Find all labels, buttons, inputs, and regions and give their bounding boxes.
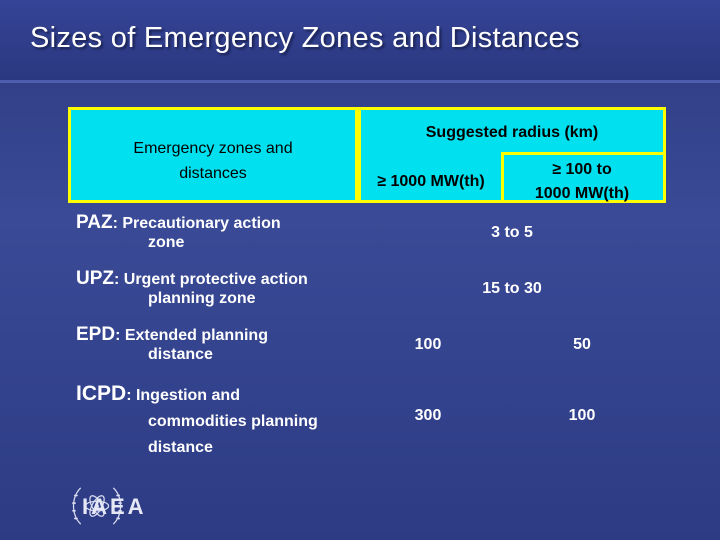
iaea-logo-text: IAEA xyxy=(82,494,147,519)
title-rule xyxy=(0,80,720,83)
subheader-large: ≥ 1000 MW(th) xyxy=(377,173,485,190)
row-icpd-value-large: 300 xyxy=(414,407,442,424)
header-radius xyxy=(358,107,666,203)
row-epd-value-medium: 50 xyxy=(573,336,591,353)
header-zones-label: Emergency zones and distances xyxy=(133,140,293,182)
row-icpd-value-medium: 100 xyxy=(568,407,596,424)
row-epd-value-large: 100 xyxy=(414,336,442,353)
header-divider-horizontal xyxy=(501,152,663,155)
header-zones xyxy=(68,107,358,203)
zones-table xyxy=(68,107,666,462)
header-radius-label: Suggested radius (km) xyxy=(425,124,599,141)
row-epd-label: EPD: Extended planning distance xyxy=(76,324,268,363)
row-icpd-label: ICPD: Ingestion and commodities planning distance xyxy=(76,382,318,456)
subheader-medium: ≥ 100 to 1000 MW(th) xyxy=(534,161,630,202)
slide-title: Sizes of Emergency Zones and Distances xyxy=(30,22,580,54)
row-upz-label: UPZ: Urgent protective action planning zone xyxy=(76,268,308,307)
row-paz-value: 3 to 5 xyxy=(491,224,533,241)
row-upz-value: 15 to 30 xyxy=(482,280,542,297)
row-paz-label: PAZ: Precautionary action zone xyxy=(76,212,281,251)
